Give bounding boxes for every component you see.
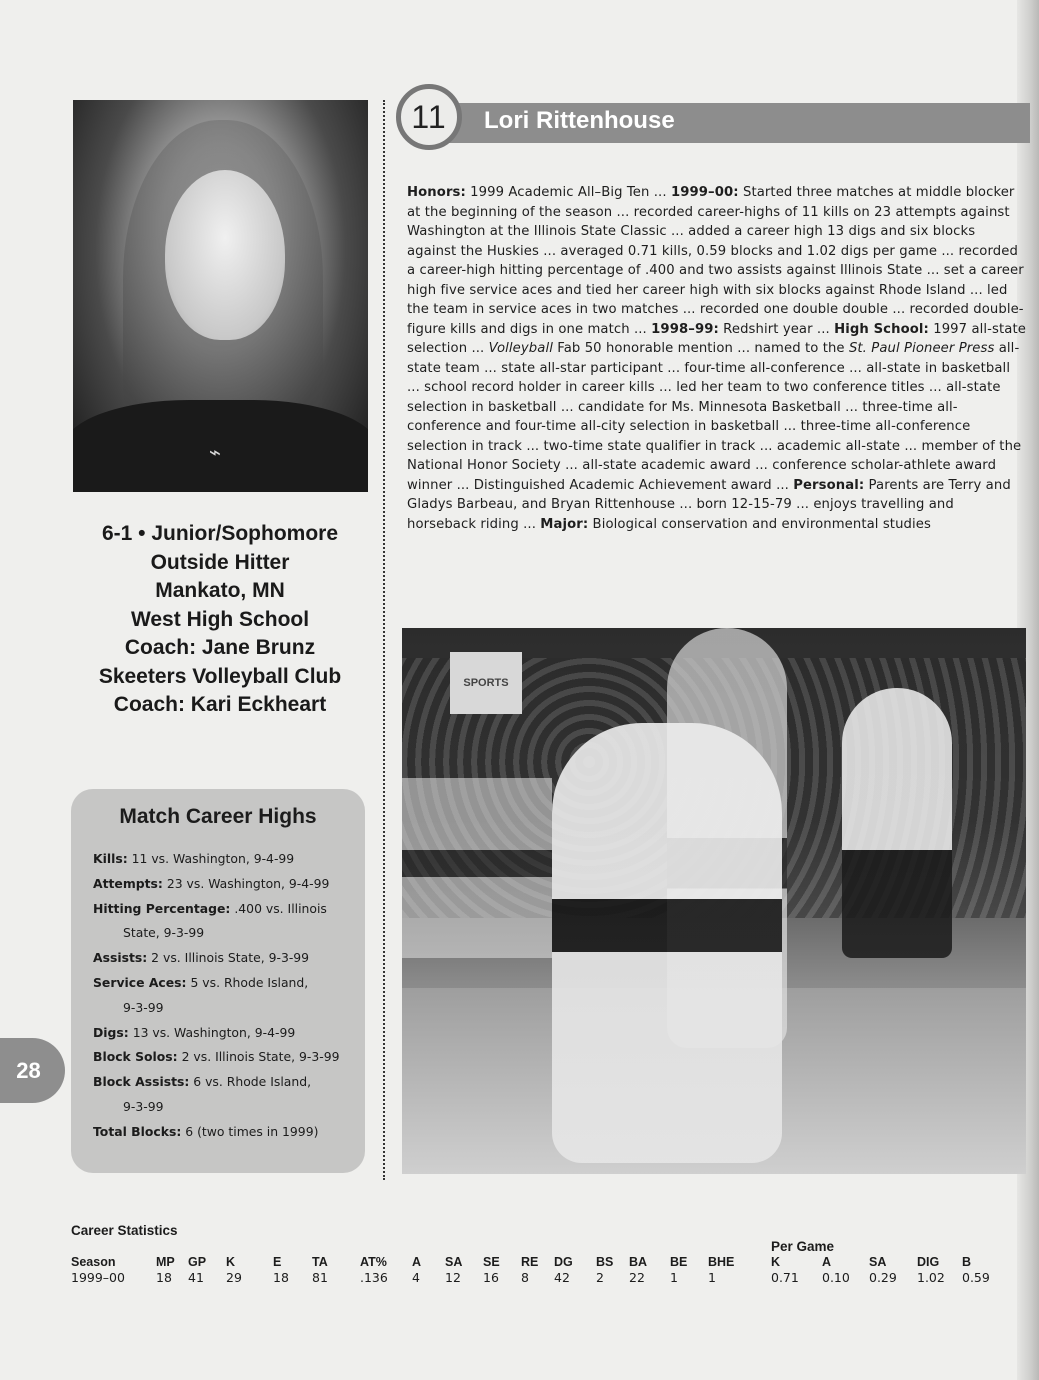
bio-high-school: West High School [130, 607, 310, 631]
stats-header-cell: BS [596, 1255, 614, 1269]
career-high-value: .400 vs. Illinois [234, 900, 327, 916]
personal-text: Parents are Terry and Gladys Barbeau, and Bryan Rittenhouse ... born 12-15-79 ... enjoys travelling and horseback riding ... [407, 477, 1011, 532]
bio-hometown: Mankato, MN [155, 579, 285, 602]
jersey-number: 11 [411, 98, 447, 135]
stats-header-cell: BHE [708, 1255, 735, 1269]
career-high-row [93, 872, 355, 897]
career-high-label: Block Solos: [93, 1049, 178, 1065]
high-school-text-3: all-state team ... state all-star participant ... four-time all-conference ... all-state in basketball ... school record holder in career kills ... led her team to two conference titles ... all-state selection in basketball ... candidate for Ms. Minnesota Basketball ... three-time all-conference and four-time all-city selection in basketball ... three-time all-conference selection in track ... two-time state qualifier in track ... academic all-state ... member of the National Honor Society ... all-state academic award ... conference scholar-athlete award winner ... Distinguished Academic Achievement award ... [407, 341, 1022, 493]
stats-header-cell: GP [188, 1255, 207, 1269]
stats-value-cell: 0.59 [962, 1270, 990, 1285]
stats-value-cell: .136 [360, 1270, 388, 1285]
career-high-row [93, 1021, 355, 1046]
career-high-value: 5 vs. Rhode Island, [190, 974, 309, 990]
stats-value-cell: 1 [670, 1270, 678, 1285]
photo-bench-players [402, 778, 552, 958]
stats-header-cell: A [822, 1255, 832, 1269]
career-high-label: Service Aces: [93, 974, 187, 990]
action-photo [402, 628, 1026, 1174]
honors-label: Honors: [407, 185, 466, 200]
stats-header-cell: BE [670, 1255, 688, 1269]
career-highs-box [71, 789, 365, 1173]
stats-value-cell: 8 [521, 1270, 529, 1285]
bio-height-class: 6-1 • Junior/Sophomore [101, 522, 339, 545]
career-high-row [93, 971, 355, 996]
career-high-row [93, 1045, 355, 1070]
stats-header-cell: BA [629, 1255, 648, 1269]
career-high-value: 11 vs. Washington, 9-4-99 [131, 851, 295, 866]
high-school-text: 1997 all-state selection ... [407, 321, 1026, 356]
stats-header-cell: AT% [360, 1255, 387, 1269]
career-high-row-cont: 9-3-99 [123, 999, 164, 1015]
career-high-label: Kills: [93, 851, 128, 866]
career-high-row [93, 1120, 355, 1145]
career-high-label: Attempts: [93, 875, 163, 891]
per-game-label: Per Game [771, 1239, 835, 1254]
stats-value-cell: 12 [445, 1270, 461, 1285]
season-1999-text: Started three matches at middle blocker at the beginning of the season ... recorded career-highs of 11 kills on 23 attempts against Washington at the Illinois State Classic ... added a career high 13 digs and six blocks against the Huskies ... averaged 0.71 kills, 0.59 blocks and 1.02 digs per game ... recorded a career-high hitting percentage of .400 and two assists against Illinois State ... set a career high five service aces and tied her career high with six blocks against Rhode Island ... led the team in service aces in two matches ... recorded one double double ... recorded double-figure kills and digs in one match ... [407, 185, 1024, 337]
stats-value-cell: 29 [226, 1270, 242, 1285]
personal-label: Personal: [793, 477, 865, 493]
bio-club-coach: Coach: Kari Eckheart [113, 693, 327, 716]
high-school-text-2: Fab 50 honorable mention ... named to the [552, 341, 849, 356]
major-text: Biological conservation and environmental studies [588, 516, 931, 532]
career-high-value: 13 vs. Washington, 9-4-99 [132, 1024, 296, 1040]
stats-value-cell: 4 [412, 1270, 420, 1285]
season-1998-label: 1998–99: [651, 321, 719, 337]
stats-header-cell: DG [554, 1255, 573, 1269]
player-name: Lori Rittenhouse [484, 107, 675, 134]
stats-value-cell: 42 [554, 1270, 570, 1285]
career-high-row [93, 847, 355, 872]
stats-header-cell: Season [71, 1255, 116, 1269]
player-headshot-photo [73, 100, 368, 492]
stats-header-cell: A [412, 1255, 422, 1269]
photo-referee [842, 688, 952, 958]
jersey-number-badge [396, 84, 462, 150]
stats-header-cell: K [226, 1255, 236, 1269]
career-high-label: Assists: [93, 950, 148, 966]
stats-value-cell: 0.71 [771, 1270, 799, 1285]
career-high-label: Block Assists: [93, 1074, 190, 1090]
dotted-divider [383, 100, 385, 1180]
bio-club: Skeeters Volleyball Club [98, 664, 342, 688]
bio-hs-coach: Coach: Jane Brunz [124, 636, 316, 659]
stats-value-cell: 41 [188, 1270, 204, 1285]
stats-value-cell: 0.29 [869, 1270, 897, 1285]
stats-header-cell: SE [483, 1255, 500, 1269]
stats-value-cell: 81 [312, 1270, 328, 1285]
stats-header-cell: SA [445, 1255, 463, 1269]
stats-value-cell: 0.10 [822, 1270, 850, 1285]
season-1999-label: 1999–00: [670, 185, 739, 200]
stats-header-cell: K [771, 1255, 781, 1269]
stats-title: Career Statistics [71, 1223, 178, 1238]
bio-position: Outside Hitter [150, 550, 290, 574]
career-highs-list [93, 847, 355, 1145]
headshot-face [165, 170, 285, 340]
stats-header-cell: E [273, 1255, 282, 1269]
season-1998-text: Redshirt year ... [718, 321, 835, 337]
career-high-row [93, 1070, 355, 1095]
career-high-row [93, 897, 355, 922]
stats-value-cell: 18 [156, 1270, 172, 1285]
volleyball-magazine: Volleyball [488, 341, 553, 356]
career-high-value: 23 vs. Washington, 9-4-99 [166, 875, 330, 891]
pioneer-press: St. Paul Pioneer Press [848, 341, 995, 356]
career-high-label: Digs: [93, 1024, 129, 1040]
reebok-logo-icon: ⌁ [208, 440, 222, 464]
stats-value-cell: 2 [596, 1270, 604, 1285]
bio-paragraph [407, 183, 1027, 534]
player-bio [70, 520, 370, 720]
career-high-value: 2 vs. Illinois State, 9-3-99 [181, 1049, 340, 1065]
page-number: 28 [16, 1057, 41, 1083]
stats-value-cell: 18 [273, 1270, 289, 1285]
name-header-bar [440, 103, 1030, 143]
stats-header-cell: SA [869, 1255, 887, 1269]
photo-player-passing [552, 723, 782, 1163]
career-high-row-cont: 9-3-99 [123, 1098, 164, 1114]
stats-header-cell: TA [312, 1255, 328, 1269]
stats-header-cell: MP [156, 1255, 175, 1269]
stats-header-cell: RE [521, 1255, 539, 1269]
honors-text: 1999 Academic All–Big Ten ... [465, 185, 671, 200]
stats-value-cell: 16 [483, 1270, 499, 1285]
page-number-tab [0, 1038, 65, 1103]
photo-arena-sign: SPORTS [450, 652, 522, 714]
stats-header-cell: DIG [917, 1255, 940, 1269]
career-high-value: 6 (two times in 1999) [185, 1123, 319, 1139]
career-high-label: Total Blocks: [93, 1123, 182, 1139]
stats-header-cell: B [962, 1255, 972, 1269]
career-highs-title: Match Career Highs [119, 805, 317, 828]
stats-value-cell: 1.02 [917, 1270, 945, 1285]
career-high-label: Hitting Percentage: [93, 900, 231, 916]
high-school-label: High School: [834, 321, 929, 337]
career-high-value: 2 vs. Illinois State, 9-3-99 [151, 950, 310, 966]
stats-value-cell: 1 [708, 1270, 716, 1285]
career-high-row [93, 946, 355, 971]
career-high-row-cont: State, 9-3-99 [123, 925, 205, 941]
stats-value-cell: 1999–00 [71, 1270, 125, 1285]
career-high-value: 6 vs. Rhode Island, [193, 1074, 312, 1090]
stats-value-cell: 22 [629, 1270, 645, 1285]
major-label: Major: [540, 516, 589, 532]
